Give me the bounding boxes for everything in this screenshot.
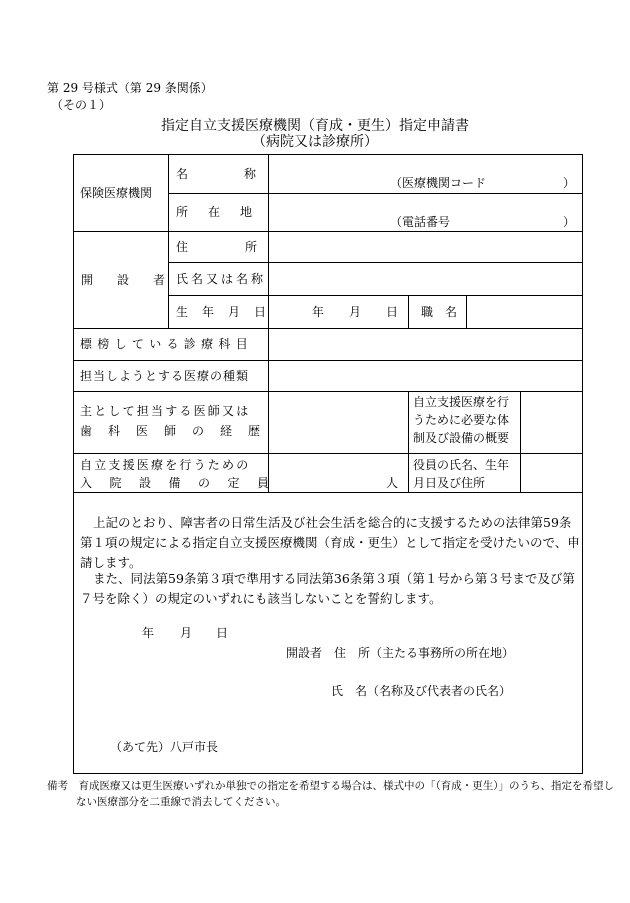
doctor-history-label-1: 主として担当する医師又は [80, 404, 251, 418]
founder-label: 開設者 [81, 273, 190, 287]
beds-label-2: 入院設備の定員 [80, 476, 287, 490]
care-type-label: 担当しようとする医療の種類 [80, 369, 250, 383]
document-title: 指定自立支援医療機関（育成・更生）指定申請書 [161, 118, 469, 134]
job-title-label: 職名 [421, 305, 470, 319]
phone-number: （電話番号 [390, 215, 451, 229]
name-label [176, 167, 313, 181]
applicant-address-label: 開設者 住 所（主たる事務所の所在地） [286, 646, 515, 660]
name-label-text: 名称 [176, 167, 313, 181]
addressee: （あて先）八戸市長 [110, 740, 219, 754]
declaration-paragraph-2: また、同法第59条第３項で準用する同法第36条第３項（第１号から第３号まで及び第７号を除く）の規定のいずれにも該当しないことを誓約します。 [80, 571, 575, 606]
institution-code-close: ） [563, 176, 576, 190]
system-label-1: 自立支援医療を行 [413, 395, 510, 409]
system-label-2: うために必要な体 [413, 413, 510, 427]
officers-label-1: 役員の氏名、生年 [413, 458, 510, 472]
date-year: 年 [142, 626, 155, 640]
birth-date-label: 生年月日 [176, 305, 281, 319]
institution-code: （医療機関コード [390, 176, 487, 190]
birth-year: 年 [312, 305, 325, 319]
departments-label: 標榜している診療科目 [80, 337, 254, 351]
doctor-history-label-2: 歯科医師の経歴 [80, 424, 277, 438]
insured-institution-label: 保険医療機関 [80, 186, 153, 200]
birth-month: 月 [349, 305, 362, 319]
officers-label-2: 月日及び住所 [413, 476, 486, 490]
form-number: 第 29 号様式（第 29 条関係） [47, 81, 213, 95]
date-month: 月 [180, 626, 193, 640]
beds-unit: 人 [386, 476, 399, 490]
founder-name-label: 氏名又は名称 [176, 272, 267, 286]
declaration-paragraph-1: 上記のとおり、障害者の日常生活及び社会生活を総合的に支援するための法律第59条第１項の規定による指定自立支援医療機関（育成・更生）として指定を受けたいので、申請します。 [80, 515, 580, 570]
date-day: 日 [216, 626, 229, 640]
system-label-3: 制及び設備の概要 [413, 431, 510, 445]
note-line-1: 備考 育成医療又は更生医療いずれか単独での指定を希望する場合は、様式中の「（育成・更生）」のうち、指定を希望し [47, 780, 614, 792]
address-label: 所在地 [176, 205, 273, 219]
beds-label-1: 自立支援医療を行うための [80, 458, 251, 472]
note-line-2: ない医療部分を二重線で消去してください。 [76, 796, 286, 808]
founder-address-label: 住所 [176, 240, 315, 254]
applicant-name-label: 氏 名（名称及び代表者の氏名） [331, 684, 512, 698]
phone-number-close: ） [563, 215, 576, 229]
document-subtitle: （病院又は診療所） [252, 134, 378, 150]
birth-day: 日 [386, 305, 399, 319]
form-sub-number: （その１） [51, 98, 112, 112]
